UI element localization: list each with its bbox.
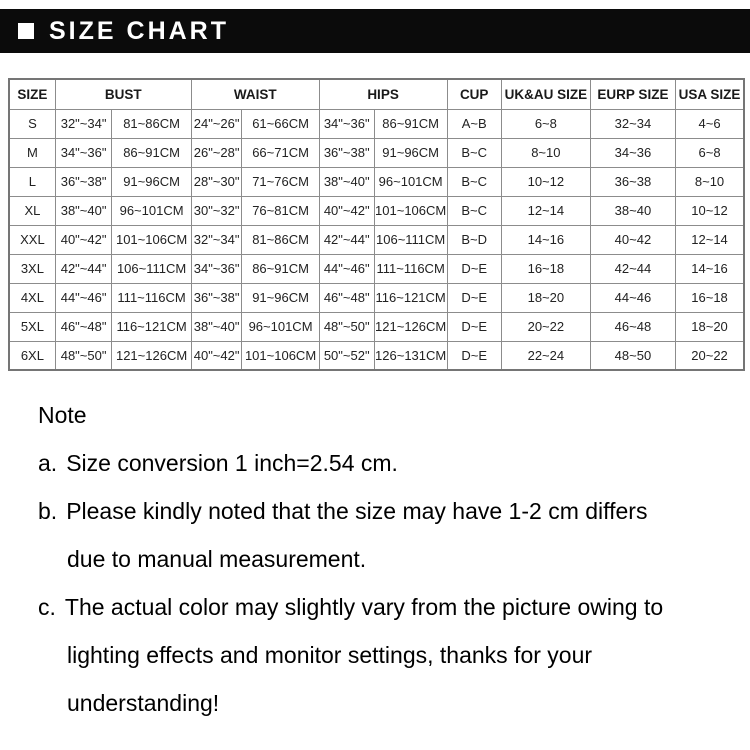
table-cell: 106~111CM bbox=[112, 254, 191, 283]
table-cell: 10~12 bbox=[676, 196, 744, 225]
column-header-cup: CUP bbox=[447, 79, 501, 109]
table-cell: 121~126CM bbox=[374, 312, 447, 341]
square-bullet-icon bbox=[18, 23, 34, 39]
column-header-usa-size: USA SIZE bbox=[676, 79, 744, 109]
table-row bbox=[9, 138, 744, 167]
table-cell: 96~101CM bbox=[112, 196, 191, 225]
table-cell: 36"~38" bbox=[191, 283, 242, 312]
title-bar bbox=[0, 9, 750, 53]
table-cell: 32"~34" bbox=[55, 109, 112, 138]
table-cell: 116~121CM bbox=[374, 283, 447, 312]
note-item-a bbox=[38, 439, 750, 487]
table-cell: 4~6 bbox=[676, 109, 744, 138]
table-cell: 40~42 bbox=[590, 225, 675, 254]
table-cell: 34"~36" bbox=[55, 138, 112, 167]
note-item-c-continued-2: understanding! bbox=[67, 690, 220, 716]
size-cell: XL bbox=[9, 196, 55, 225]
size-cell: 6XL bbox=[9, 341, 55, 370]
table-cell: 6~8 bbox=[501, 109, 590, 138]
table-cell: 6~8 bbox=[676, 138, 744, 167]
size-cell: 4XL bbox=[9, 283, 55, 312]
table-cell: 36~38 bbox=[590, 167, 675, 196]
table-cell: 40"~42" bbox=[55, 225, 112, 254]
table-cell: 42"~44" bbox=[319, 225, 374, 254]
table-cell: 101~106CM bbox=[374, 196, 447, 225]
table-cell: 42~44 bbox=[590, 254, 675, 283]
note-prefix-a: a. bbox=[38, 450, 58, 476]
size-table-head bbox=[9, 79, 744, 109]
column-header-eurp-size: EURP SIZE bbox=[590, 79, 675, 109]
size-cell: L bbox=[9, 167, 55, 196]
table-cell: D~E bbox=[447, 312, 501, 341]
table-cell: 24"~26" bbox=[191, 109, 242, 138]
table-row bbox=[9, 254, 744, 283]
table-cell: 101~106CM bbox=[242, 341, 319, 370]
table-cell: 46"~48" bbox=[55, 312, 112, 341]
table-cell: 96~101CM bbox=[242, 312, 319, 341]
note-text: Size conversion 1 inch=2.54 cm. bbox=[66, 450, 398, 476]
table-cell: 14~16 bbox=[676, 254, 744, 283]
note-text: The actual color may slightly vary from the picture owing to bbox=[64, 594, 664, 620]
table-cell: 106~111CM bbox=[374, 225, 447, 254]
table-cell: 18~20 bbox=[676, 312, 744, 341]
table-cell: 20~22 bbox=[676, 341, 744, 370]
table-cell: 116~121CM bbox=[112, 312, 191, 341]
table-cell: 42"~44" bbox=[55, 254, 112, 283]
note-text: Please kindly noted that the size may have 1-2 cm differs bbox=[66, 498, 648, 524]
table-cell: B~C bbox=[447, 138, 501, 167]
table-row bbox=[9, 196, 744, 225]
table-cell: 36"~38" bbox=[319, 138, 374, 167]
table-cell: B~C bbox=[447, 196, 501, 225]
table-cell: 12~14 bbox=[676, 225, 744, 254]
table-cell: 44~46 bbox=[590, 283, 675, 312]
column-header-size: SIZE bbox=[9, 79, 55, 109]
note-prefix-c: c. bbox=[38, 594, 56, 620]
table-cell: 32~34 bbox=[590, 109, 675, 138]
size-cell: S bbox=[9, 109, 55, 138]
table-cell: 38"~40" bbox=[55, 196, 112, 225]
page-title: SIZE CHART bbox=[49, 16, 229, 45]
table-cell: 16~18 bbox=[676, 283, 744, 312]
size-table-body bbox=[9, 109, 744, 370]
note-prefix-b: b. bbox=[38, 498, 58, 524]
table-cell: 44"~46" bbox=[319, 254, 374, 283]
table-cell: 14~16 bbox=[501, 225, 590, 254]
table-cell: 44"~46" bbox=[55, 283, 112, 312]
table-cell: 34"~36" bbox=[319, 109, 374, 138]
table-cell: 48"~50" bbox=[55, 341, 112, 370]
table-cell: 30"~32" bbox=[191, 196, 242, 225]
table-cell: 86~91CM bbox=[242, 254, 319, 283]
table-cell: 40"~42" bbox=[191, 341, 242, 370]
table-cell: 61~66CM bbox=[242, 109, 319, 138]
column-header-bust: BUST bbox=[55, 79, 191, 109]
table-cell: 38~40 bbox=[590, 196, 675, 225]
table-cell: 16~18 bbox=[501, 254, 590, 283]
note-item-b-continued: due to manual measurement. bbox=[67, 546, 367, 572]
table-cell: 50"~52" bbox=[319, 341, 374, 370]
table-cell: B~D bbox=[447, 225, 501, 254]
size-cell: XXL bbox=[9, 225, 55, 254]
table-cell: 111~116CM bbox=[374, 254, 447, 283]
size-table-header-row bbox=[9, 79, 744, 109]
table-cell: D~E bbox=[447, 283, 501, 312]
table-cell: 81~86CM bbox=[112, 109, 191, 138]
table-cell: 40"~42" bbox=[319, 196, 374, 225]
table-cell: D~E bbox=[447, 341, 501, 370]
size-chart-page bbox=[0, 9, 750, 727]
table-cell: 34~36 bbox=[590, 138, 675, 167]
table-cell: 66~71CM bbox=[242, 138, 319, 167]
size-cell: M bbox=[9, 138, 55, 167]
notes-title: Note bbox=[38, 402, 87, 428]
table-cell: 101~106CM bbox=[112, 225, 191, 254]
column-header-waist: WAIST bbox=[191, 79, 319, 109]
table-cell: 96~101CM bbox=[374, 167, 447, 196]
column-header-uk-au-size: UK&AU SIZE bbox=[501, 79, 590, 109]
table-cell: 91~96CM bbox=[242, 283, 319, 312]
column-header-hips: HIPS bbox=[319, 79, 447, 109]
table-cell: 91~96CM bbox=[374, 138, 447, 167]
table-cell: 86~91CM bbox=[374, 109, 447, 138]
note-item-b bbox=[38, 487, 750, 535]
table-cell: 46"~48" bbox=[319, 283, 374, 312]
table-cell: 22~24 bbox=[501, 341, 590, 370]
table-cell: 34"~36" bbox=[191, 254, 242, 283]
table-cell: 46~48 bbox=[590, 312, 675, 341]
table-cell: 10~12 bbox=[501, 167, 590, 196]
table-cell: A~B bbox=[447, 109, 501, 138]
table-cell: 121~126CM bbox=[112, 341, 191, 370]
table-row bbox=[9, 109, 744, 138]
size-table bbox=[8, 78, 745, 371]
table-cell: 26"~28" bbox=[191, 138, 242, 167]
table-cell: 8~10 bbox=[676, 167, 744, 196]
table-row bbox=[9, 312, 744, 341]
table-cell: 76~81CM bbox=[242, 196, 319, 225]
table-cell: B~C bbox=[447, 167, 501, 196]
table-cell: 20~22 bbox=[501, 312, 590, 341]
table-cell: D~E bbox=[447, 254, 501, 283]
table-cell: 36"~38" bbox=[55, 167, 112, 196]
table-cell: 38"~40" bbox=[319, 167, 374, 196]
notes-section bbox=[38, 391, 750, 727]
table-cell: 28"~30" bbox=[191, 167, 242, 196]
note-item-c bbox=[38, 583, 750, 631]
table-cell: 12~14 bbox=[501, 196, 590, 225]
table-cell: 91~96CM bbox=[112, 167, 191, 196]
table-cell: 48~50 bbox=[590, 341, 675, 370]
table-cell: 81~86CM bbox=[242, 225, 319, 254]
table-row bbox=[9, 225, 744, 254]
table-cell: 71~76CM bbox=[242, 167, 319, 196]
table-row bbox=[9, 283, 744, 312]
table-cell: 111~116CM bbox=[112, 283, 191, 312]
table-row bbox=[9, 167, 744, 196]
table-cell: 48"~50" bbox=[319, 312, 374, 341]
note-item-c-continued: lighting effects and monitor settings, thanks for your bbox=[67, 642, 593, 668]
table-cell: 32"~34" bbox=[191, 225, 242, 254]
table-cell: 38"~40" bbox=[191, 312, 242, 341]
table-row bbox=[9, 341, 744, 370]
size-cell: 3XL bbox=[9, 254, 55, 283]
table-cell: 8~10 bbox=[501, 138, 590, 167]
size-cell: 5XL bbox=[9, 312, 55, 341]
table-cell: 18~20 bbox=[501, 283, 590, 312]
table-cell: 86~91CM bbox=[112, 138, 191, 167]
table-cell: 126~131CM bbox=[374, 341, 447, 370]
